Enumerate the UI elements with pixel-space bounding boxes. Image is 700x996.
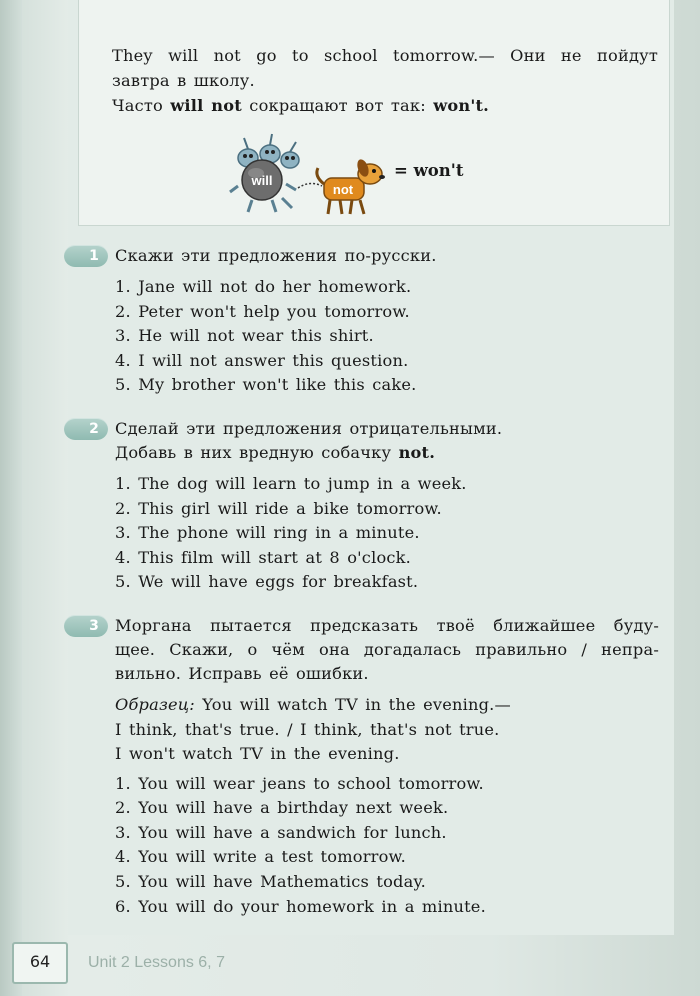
exercise-1-item: 1. Jane will not do her homework. (115, 277, 412, 296)
exercise-2-item: 4. This film will start at 8 o'clock. (115, 548, 412, 567)
intro-line-1: They will not go to school tomorrow.— Они не пойдут (112, 46, 658, 65)
exercise-2-bold-not: not. (398, 443, 436, 462)
exercise-3-item: 3. You will have a sandwich for lunch. (115, 823, 447, 842)
exercise-2-item: 3. The phone will ring in a minute. (115, 523, 420, 542)
exercise-3-instruction-line-3: вильно. Исправь её ошибки. (115, 664, 369, 683)
exercise-3-sample-line-3: I won't watch TV in the evening. (115, 744, 400, 763)
intro-line-3-text: Часто (112, 96, 171, 115)
exercise-1-badge (64, 245, 108, 267)
will-label: will (251, 173, 273, 188)
wont-result: = won't (394, 161, 464, 180)
exercise-2-instruction-line-1: Сделай эти предложения отрицательными. (115, 419, 503, 438)
exercise-3-instruction-line-2: щее. Скажи, о чём она догадалась правильно / непра- (115, 640, 659, 659)
exercise-1-instruction: Скажи эти предложения по-русски. (115, 246, 437, 265)
unit-label: Unit 2 Lessons 6, 7 (88, 954, 225, 971)
exercise-3-item: 6. You will do your homework in a minute. (115, 897, 486, 916)
exercise-2-number: 2 (89, 421, 99, 437)
exercise-3-item: 5. You will have Mathematics today. (115, 872, 427, 891)
exercise-3-item: 1. You will wear jeans to school tomorrow. (115, 774, 484, 793)
exercise-2-item: 5. We will have eggs for breakfast. (115, 572, 419, 591)
sample-text: You will watch TV in the evening.— (194, 695, 511, 714)
exercise-2-item: 1. The dog will learn to jump in a week. (115, 474, 467, 493)
exercise-2-instruction-text: Добавь в них вредную собачку (115, 443, 399, 462)
intro-line-3 (112, 95, 489, 117)
exercise-1-item: 4. I will not answer this question. (115, 351, 409, 370)
exercise-1-item: 2. Peter won't help you tomorrow. (115, 302, 410, 321)
exercise-3-badge (64, 615, 108, 637)
exercise-1-number: 1 (89, 248, 99, 264)
exercise-3-sample-line-1 (115, 694, 511, 716)
intro-line-2: завтра в школу. (112, 71, 255, 90)
will-not-illustration (218, 128, 388, 218)
intro-bold-will-not: will not (170, 96, 242, 115)
intro-bold-wont: won't. (433, 96, 489, 115)
page-edge (0, 0, 22, 996)
exercise-3-item: 4. You will write a test tomorrow. (115, 847, 407, 866)
exercise-2-item: 2. This girl will ride a bike tomorrow. (115, 499, 442, 518)
intro-line-3-middle: сокращают вот так: (241, 96, 434, 115)
exercise-1-item: 5. My brother won't like this cake. (115, 375, 417, 394)
exercise-3-instruction-line-1: Моргана пытается предсказать твоё ближайшее буду- (115, 616, 659, 635)
exercise-2-instruction-line-2 (115, 442, 435, 464)
sample-label: Образец: (115, 695, 195, 714)
exercise-2-badge (64, 418, 108, 440)
not-label: not (332, 182, 354, 197)
exercise-3-item: 2. You will have a birthday next week. (115, 798, 449, 817)
exercise-1-item: 3. He will not wear this shirt. (115, 326, 374, 345)
exercise-3-sample-line-2: I think, that's true. / I think, that's not true. (115, 720, 500, 739)
page-number: 64 (29, 952, 51, 971)
exercise-3-number: 3 (89, 618, 99, 634)
